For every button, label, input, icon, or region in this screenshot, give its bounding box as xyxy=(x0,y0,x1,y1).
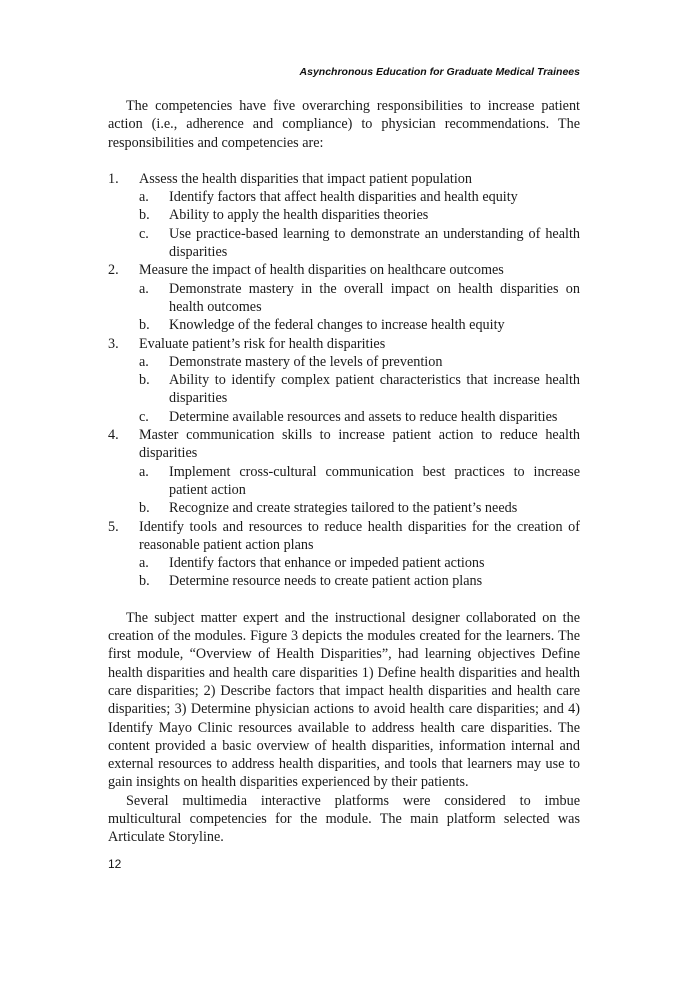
sub-list-item xyxy=(108,316,580,334)
sub-list-item-text: Determine available resources and assets to reduce health disparities xyxy=(169,408,558,425)
sub-list-item-text: Ability to apply the health disparities theories xyxy=(169,207,429,224)
list-item-number: 3. xyxy=(108,335,119,352)
body-paragraph: The subject matter expert and the instructional designer collaborated on the creation of the modules. Figure 3 depicts the modules created for the learners. The first module, “Overview of Health Disparities”, had learning objectives Define health disparities and health care disparities 1) Define health disparities and health care disparities; 2) Describe factors that impact health disparities and health care disparities; 3) Determine physician actions to avoid health care disparities; and 4) Identify Mayo Clinic resources available to address health care disparities. The content provided a basic overview of health disparities, information internal and external resources to address health disparities, and tools that learners may use to gain insights on health disparities experienced by their patients. xyxy=(108,609,580,791)
sub-list-item-text: Implement cross-cultural communication best practices to increase patient action xyxy=(169,463,580,498)
sub-list-item-letter: b. xyxy=(139,317,150,334)
sub-list-item-letter: a. xyxy=(139,555,149,572)
list-item-text: Measure the impact of health disparities on healthcare outcomes xyxy=(139,262,504,279)
list-item-number: 2. xyxy=(108,262,119,279)
list-item-number: 5. xyxy=(108,518,119,535)
sub-list-item xyxy=(108,188,580,206)
sub-list-item-text: Knowledge of the federal changes to increase health equity xyxy=(169,317,505,334)
list-item-text: Master communication skills to increase patient action to reduce health disparities xyxy=(139,427,580,462)
sub-list-item-letter: b. xyxy=(139,500,150,517)
list-item xyxy=(108,426,580,463)
competency-list xyxy=(108,170,580,591)
sub-list-item xyxy=(108,225,580,262)
list-item xyxy=(108,335,580,353)
sub-list-item xyxy=(108,353,580,371)
sub-list-item-letter: b. xyxy=(139,207,150,224)
intro-paragraph: The competencies have five overarching responsibilities to increase patient action (i.e., adherence and compliance) to physician recommendations. The responsibilities and competencies are: xyxy=(108,98,580,151)
sub-list-item xyxy=(108,408,580,426)
sub-list-item-letter: b. xyxy=(139,372,150,389)
body-paragraph: Several multimedia interactive platforms were considered to imbue multicultural competencies for the module. The main platform selected was Articulate Storyline. xyxy=(108,792,580,846)
sub-list-item-text: Identify factors that affect health disparities and health equity xyxy=(169,189,518,206)
sub-list-item xyxy=(108,371,580,408)
sub-list-item xyxy=(108,499,580,517)
sub-list-item-letter: a. xyxy=(139,463,149,480)
page-number: 12 xyxy=(108,857,122,871)
sub-list-item xyxy=(108,463,580,500)
sub-list-item-letter: a. xyxy=(139,280,149,297)
sub-list-item xyxy=(108,572,580,590)
sub-list-item xyxy=(108,280,580,317)
sub-list-item-text: Determine resource needs to create patient action plans xyxy=(169,573,483,590)
sub-list-item-text: Identify factors that enhance or impeded patient actions xyxy=(169,555,485,572)
sub-list-item-text: Ability to identify complex patient characteristics that increase health disparities xyxy=(169,372,580,407)
list-item-text: Evaluate patient’s risk for health disparities xyxy=(139,335,386,352)
list-item xyxy=(108,518,580,555)
sub-list-item-text: Use practice-based learning to demonstrate an understanding of health disparities xyxy=(169,225,580,261)
list-item-number: 1. xyxy=(108,170,119,187)
sub-list-item-text: Demonstrate mastery in the overall impact on health disparities on health outcomes xyxy=(169,280,580,315)
body-text xyxy=(108,97,580,847)
list-item xyxy=(108,170,580,188)
list-item-number: 4. xyxy=(108,427,119,444)
sub-list-item-text: Demonstrate mastery of the levels of prevention xyxy=(169,353,443,370)
list-item xyxy=(108,261,580,279)
sub-list-item-text: Recognize and create strategies tailored to the patient’s needs xyxy=(169,500,518,517)
sub-list-item xyxy=(108,554,580,572)
sub-list-item-letter: a. xyxy=(139,189,149,206)
running-header: Asynchronous Education for Graduate Medical Trainees xyxy=(299,66,580,78)
sub-list-item-letter: a. xyxy=(139,353,149,370)
sub-list-item-letter: c. xyxy=(139,225,149,242)
sub-list-item xyxy=(108,206,580,224)
list-item-text: Assess the health disparities that impact patient population xyxy=(139,170,472,187)
sub-list-item-letter: b. xyxy=(139,573,150,590)
sub-list-item-letter: c. xyxy=(139,408,149,425)
list-item-text: Identify tools and resources to reduce health disparities for the creation of reasonable patient action plans xyxy=(139,518,580,553)
